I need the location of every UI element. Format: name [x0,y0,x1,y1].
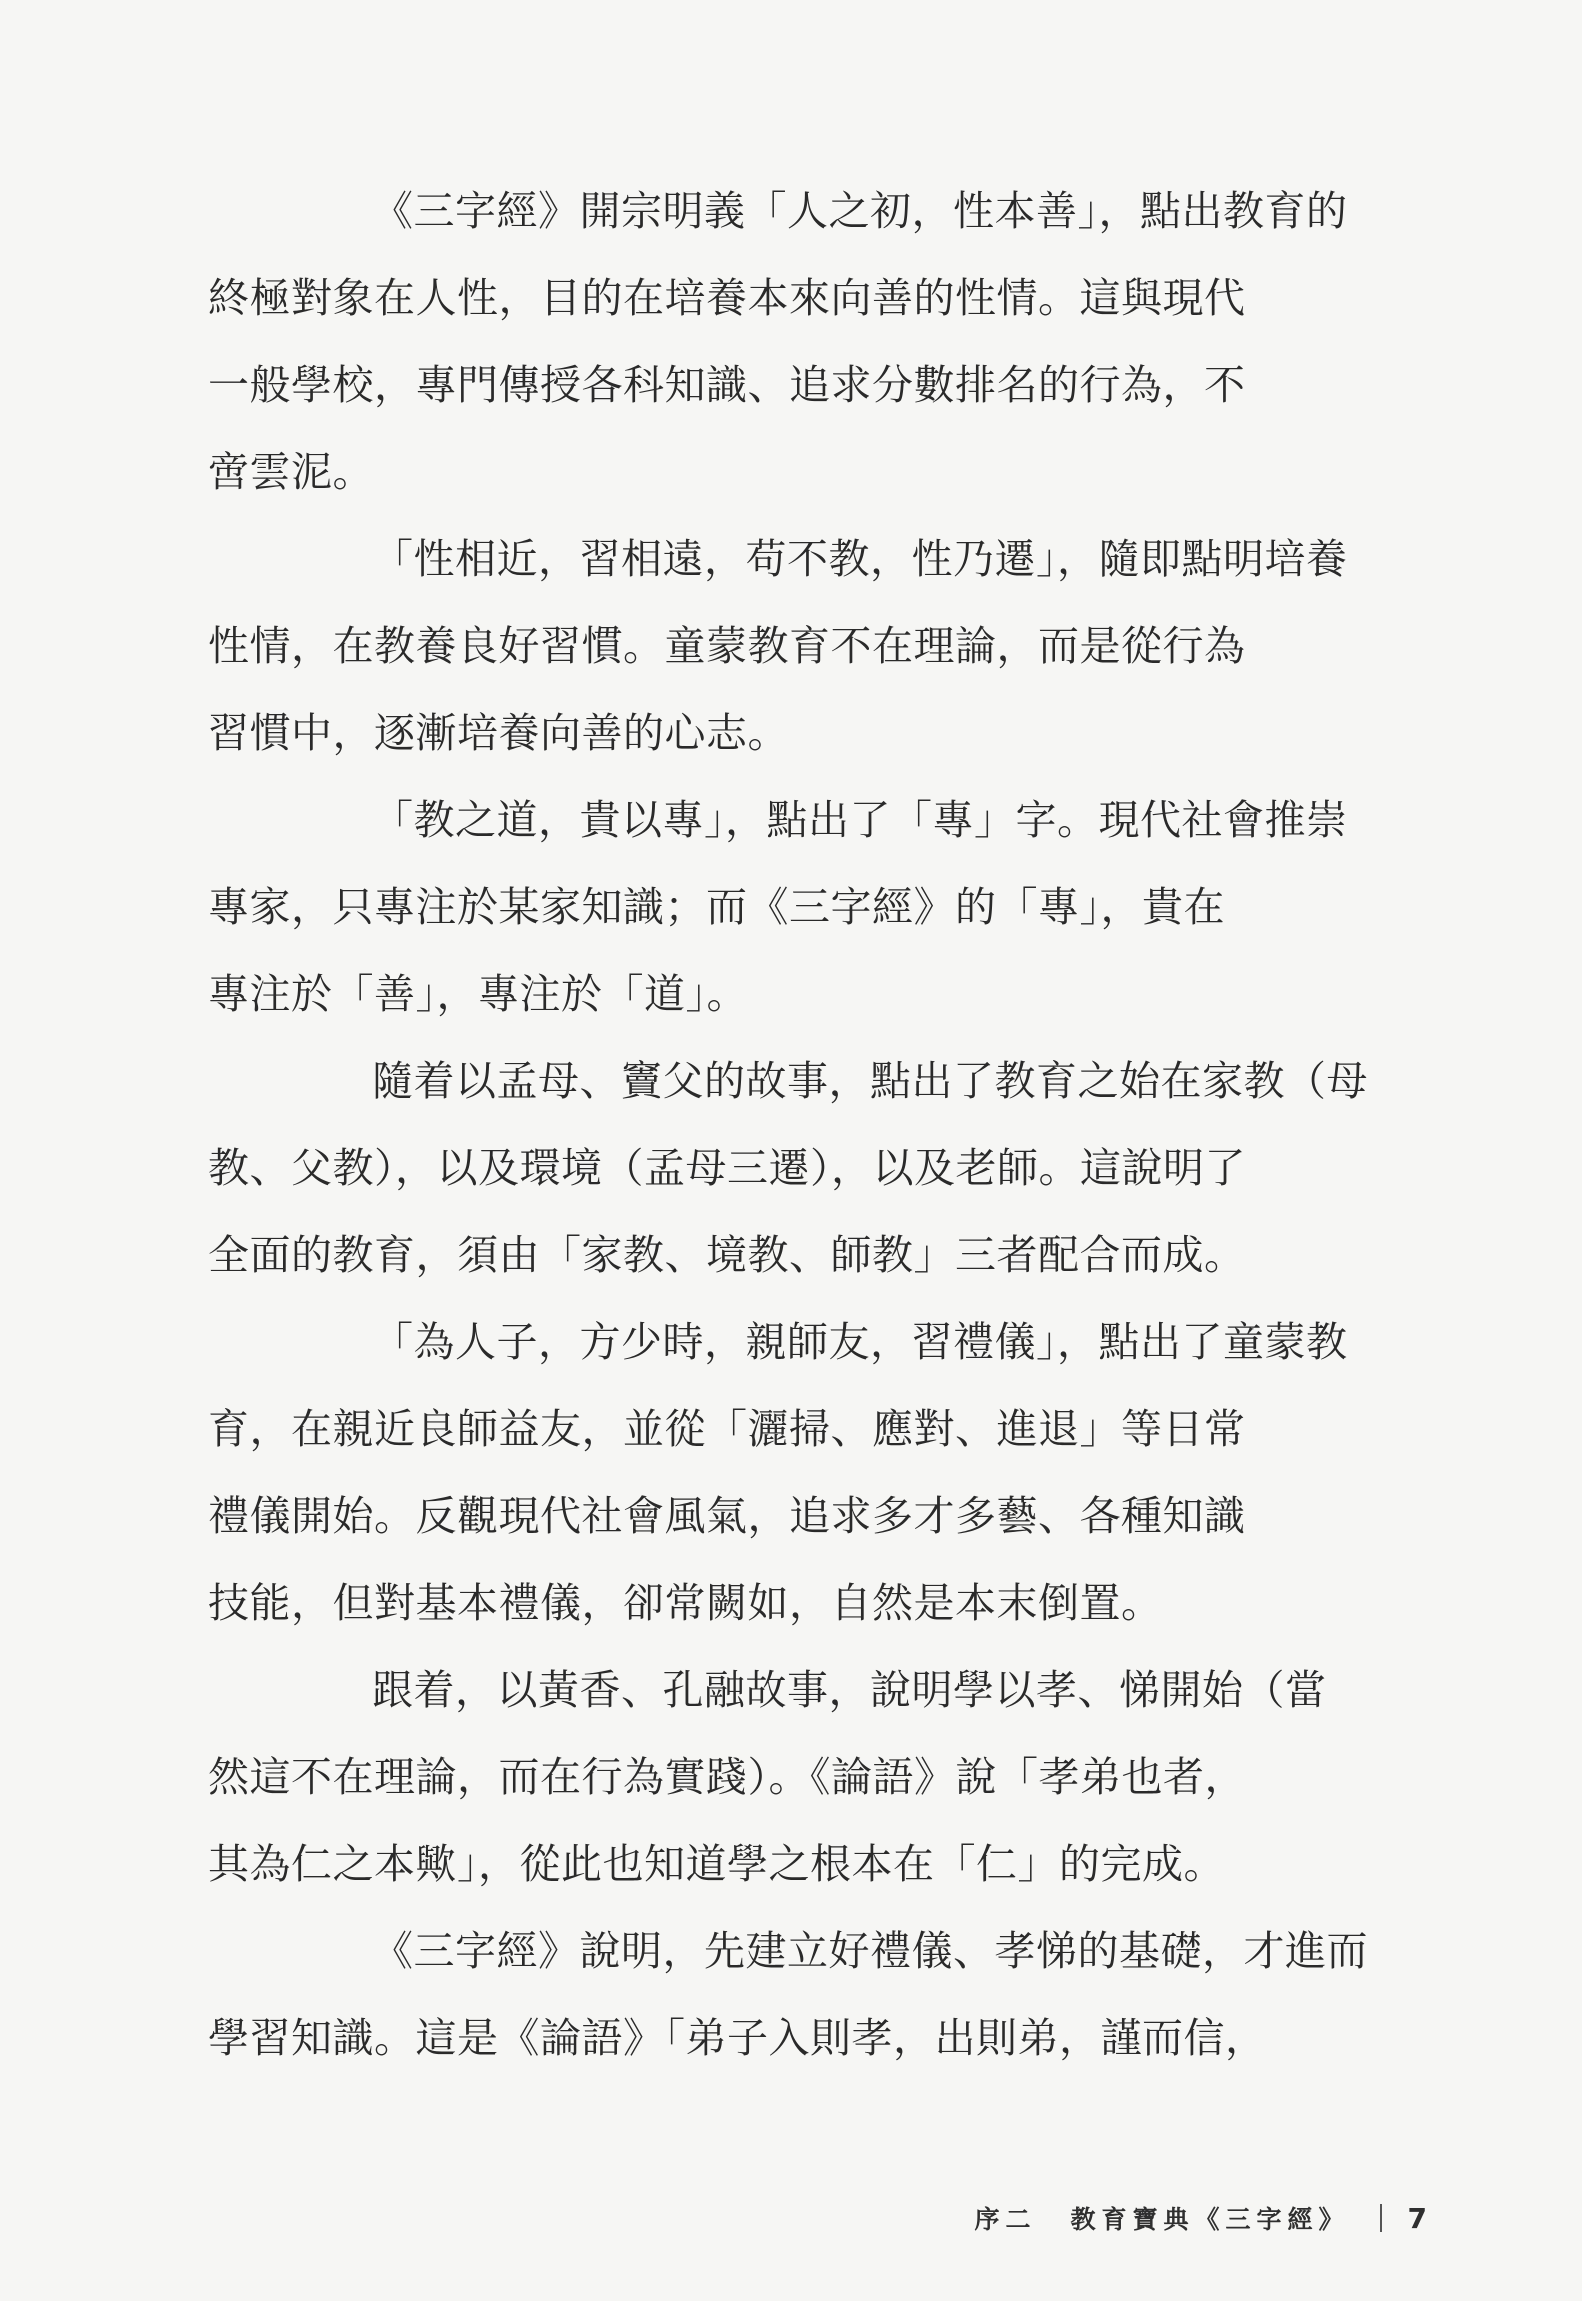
paragraph [208,168,1420,516]
text-line: 然這不在理論，而在行為實踐）。《論語》說「孝弟也者， [208,1753,1246,1801]
paragraph [208,1038,1420,1299]
paragraph [208,777,1420,1038]
paragraph [208,1299,1420,1647]
text-line: 《三字經》開宗明義「人之初，性本善」，點出教育的 [372,187,1348,235]
text-line: 專家，只專注於某家知識；而《三字經》的「專」，貴在 [208,883,1225,931]
text-line: 隨着以孟母、竇父的故事，點出了教育之始在家教（母 [372,1057,1368,1105]
footer-section: 序二 [974,2205,1037,2234]
text-line: 專注於「善」，專注於「道」。 [208,970,748,1018]
text-line: 學習知識。這是《論語》「弟子入則孝，出則弟，謹而信， [208,2014,1267,2062]
text-line: 教、父教），以及環境（孟母三遷），以及老師。這說明了 [208,1144,1246,1192]
text-line: 全面的教育，須由「家教、境教、師教」三者配合而成。 [208,1231,1246,1279]
paragraph [208,1647,1420,1908]
text-line: 習慣中，逐漸培養向善的心志。 [208,709,789,757]
paragraph [208,516,1420,777]
text-line: 跟着，以黃香、孔融故事，說明學以孝、悌開始（當 [372,1666,1327,1714]
text-line: 技能，但對基本禮儀，卻常闕如，自然是本末倒置。 [208,1579,1163,1627]
text-line: 性情，在教養良好習慣。童蒙教育不在理論，而是從行為 [208,622,1246,670]
text-line: 「性相近，習相遠，苟不教，性乃遷」，隨即點明培養 [372,535,1348,583]
text-line: 《三字經》說明，先建立好禮儀、孝悌的基礎，才進而 [372,1927,1368,1975]
running-footer [974,2200,1427,2236]
text-line: 啻雲泥。 [208,448,374,496]
body-text [208,168,1420,2082]
footer-title: 教育寶典《三字經》 [1070,2205,1350,2234]
text-line: 其為仁之本歟」，從此也知道學之根本在「仁」的完成。 [208,1840,1225,1888]
page-number: 7 [1407,2201,1427,2235]
paragraph [208,1908,1420,2082]
text-line: 「為人子，方少時，親師友，習禮儀」，點出了童蒙教 [372,1318,1348,1366]
text-line: 「教之道，貴以專」，點出了「專」字。現代社會推崇 [372,796,1348,844]
footer-divider [1380,2204,1382,2232]
text-line: 終極對象在人性，目的在培養本來向善的性情。這與現代 [208,274,1246,322]
text-line: 禮儀開始。反觀現代社會風氣，追求多才多藝、各種知識 [208,1492,1246,1540]
text-line: 育，在親近良師益友，並從「灑掃、應對、進退」等日常 [208,1405,1246,1453]
text-line: 一般學校，專門傳授各科知識、追求分數排名的行為，不 [208,361,1246,409]
